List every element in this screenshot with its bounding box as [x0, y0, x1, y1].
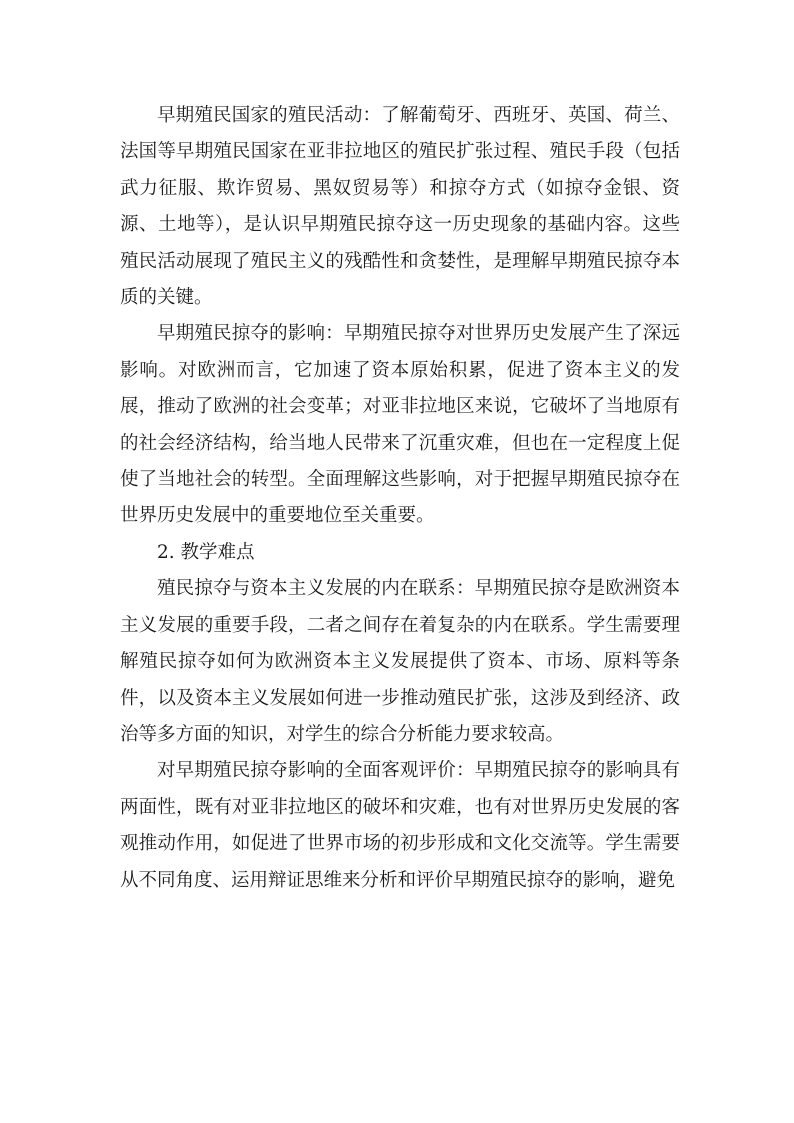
paragraph-colonial-activities: 早期殖民国家的殖民活动：了解葡萄牙、西班牙、英国、荷兰、法国等早期殖民国家在亚非拉地区的殖民扩张过程、殖民手段（包括武力征服、欺诈贸易、黑奴贸易等）和掠夺方式（如掠夺金银、资源、土地等），是认识早期殖民掠夺这一历史现象的基础内容。这些殖民活动展现了殖民主义的残酷性和贪婪性，是理解早期殖民掠夺本质的关键。	[120, 105, 680, 309]
paragraph-capitalism-connection: 殖民掠夺与资本主义发展的内在联系：早期殖民掠夺是欧洲资本主义发展的重要手段，二者之间存在着复杂的内在联系。学生需要理解殖民掠夺如何为欧洲资本主义发展提供了资本、市场、原料等条件，以及资本主义发展如何进一步推动殖民扩张，这涉及到经济、政治等多方面的知识，对学生的综合分析能力要求较高。	[120, 578, 680, 745]
paragraph-objective-evaluation: 对早期殖民掠夺影响的全面客观评价：早期殖民掠夺的影响具有两面性，既有对亚非拉地区的破坏和灾难，也有对世界历史发展的客观推动作用，如促进了世界市场的初步形成和文化交流等。学生需要从不同角度、运用辩证思维来分析和评价早期殖民掠夺的影响，避免	[120, 760, 680, 891]
section-heading-teaching-difficulties: 2. 教学难点	[157, 541, 255, 563]
paragraph-colonial-impact: 早期殖民掠夺的影响：早期殖民掠夺对世界历史发展产生了深远影响。对欧洲而言，它加速了资本原始积累，促进了资本主义的发展，推动了欧洲的社会变革；对亚非拉地区来说，它破坏了当地原有的社会经济结构，给当地人民带来了沉重灾难，但也在一定程度上促使了当地社会的转型。全面理解这些影响，对于把握早期殖民掠夺在世界历史发展中的重要地位至关重要。	[120, 323, 680, 527]
document-body	[120, 98, 680, 899]
